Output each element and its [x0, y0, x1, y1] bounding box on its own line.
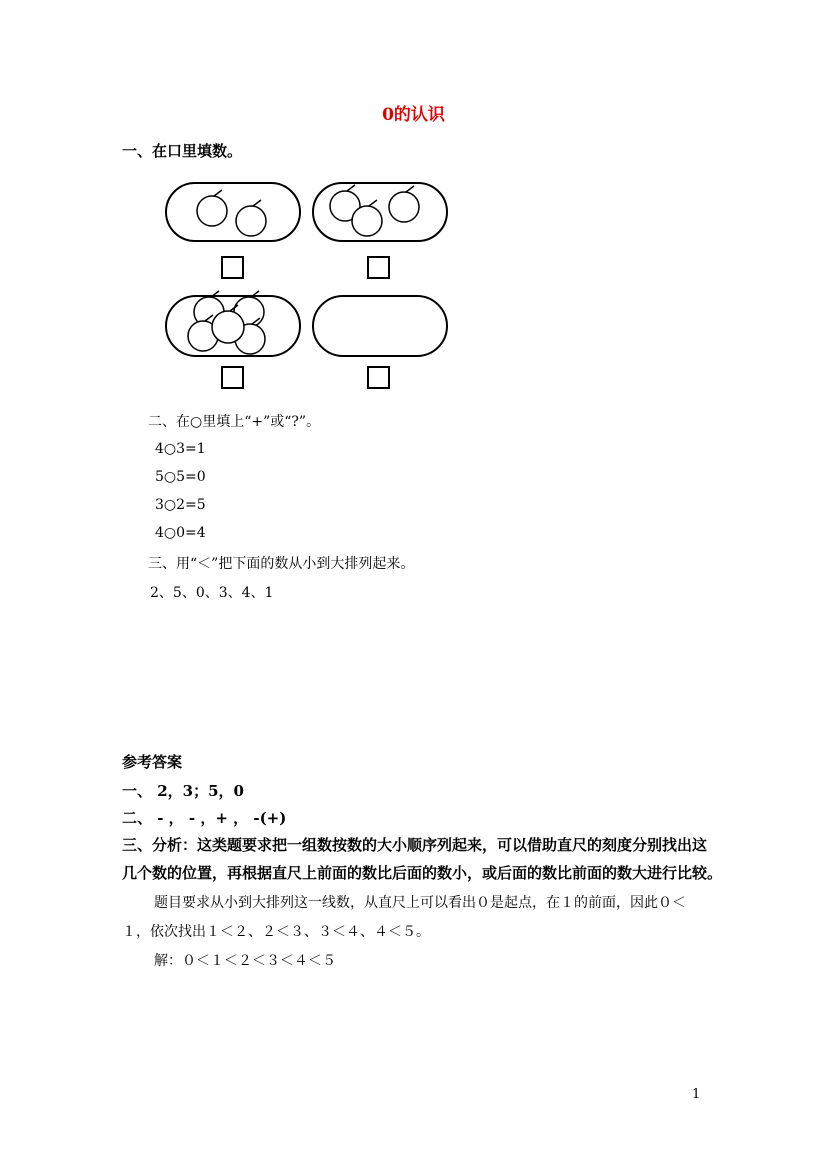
apple-stem: [369, 200, 377, 206]
equation-1: 4○3=1: [155, 441, 206, 457]
apple: [236, 206, 266, 236]
page-title: 0的认识: [382, 105, 445, 125]
explanation-line-1: 题目要求从小到大排列这一线数，从直尺上可以看出０是起点，在１的前面，因此０＜: [154, 895, 686, 911]
apple-stem: [214, 190, 222, 196]
answer-1: 一、 2，3；5，0: [122, 782, 244, 800]
section2-heading: 二、在○里填上“+”或“?”。: [148, 414, 321, 430]
apples-group-1: [197, 190, 266, 236]
oval-4: [313, 296, 447, 356]
apple-stem: [406, 186, 414, 192]
section3-numbers: 2、5、0、3、4、1: [150, 585, 274, 601]
apple-stem: [253, 200, 261, 206]
explanation-line-2: １，依次找出１＜２、２＜３、３＜４、４＜５。: [122, 924, 430, 940]
answer-box: [222, 257, 243, 278]
apple: [389, 192, 419, 222]
answer-box: [222, 367, 243, 388]
apples-group-3: [188, 291, 265, 354]
answer-3-line-1: 三、分析：这类题要求把一组数按数的大小顺序列起来，可以借助直尺的刻度分别找出这: [122, 836, 708, 854]
apple: [352, 206, 382, 236]
equation-3: 3○2=5: [155, 497, 206, 513]
apple: [212, 311, 244, 343]
apple: [197, 196, 227, 226]
apple-figure: [160, 178, 455, 393]
solution: 解：０＜１＜２＜３＜４＜５: [154, 953, 336, 969]
answer-2: 二、 - ， - ，+ ， -(+): [122, 809, 287, 827]
section3-heading: 三、用“＜”把下面的数从小到大排列起来。: [148, 556, 415, 572]
page-number: 1: [692, 1087, 701, 1102]
section1-heading: 一、在口里填数。: [122, 142, 243, 160]
equation-4: 4○0=4: [155, 525, 206, 541]
answer-box: [368, 257, 389, 278]
answers-heading: 参考答案: [122, 753, 183, 771]
answer-box: [368, 367, 389, 388]
equation-2: 5○5=0: [155, 469, 206, 485]
apple-stem: [347, 185, 355, 191]
apples-group-2: [330, 185, 419, 236]
answer-3-line-2: 几个数的位置，再根据直尺上前面的数比后面的数小，或后面的数比前面的数大进行比较。: [122, 864, 723, 882]
oval-1: [166, 183, 300, 241]
